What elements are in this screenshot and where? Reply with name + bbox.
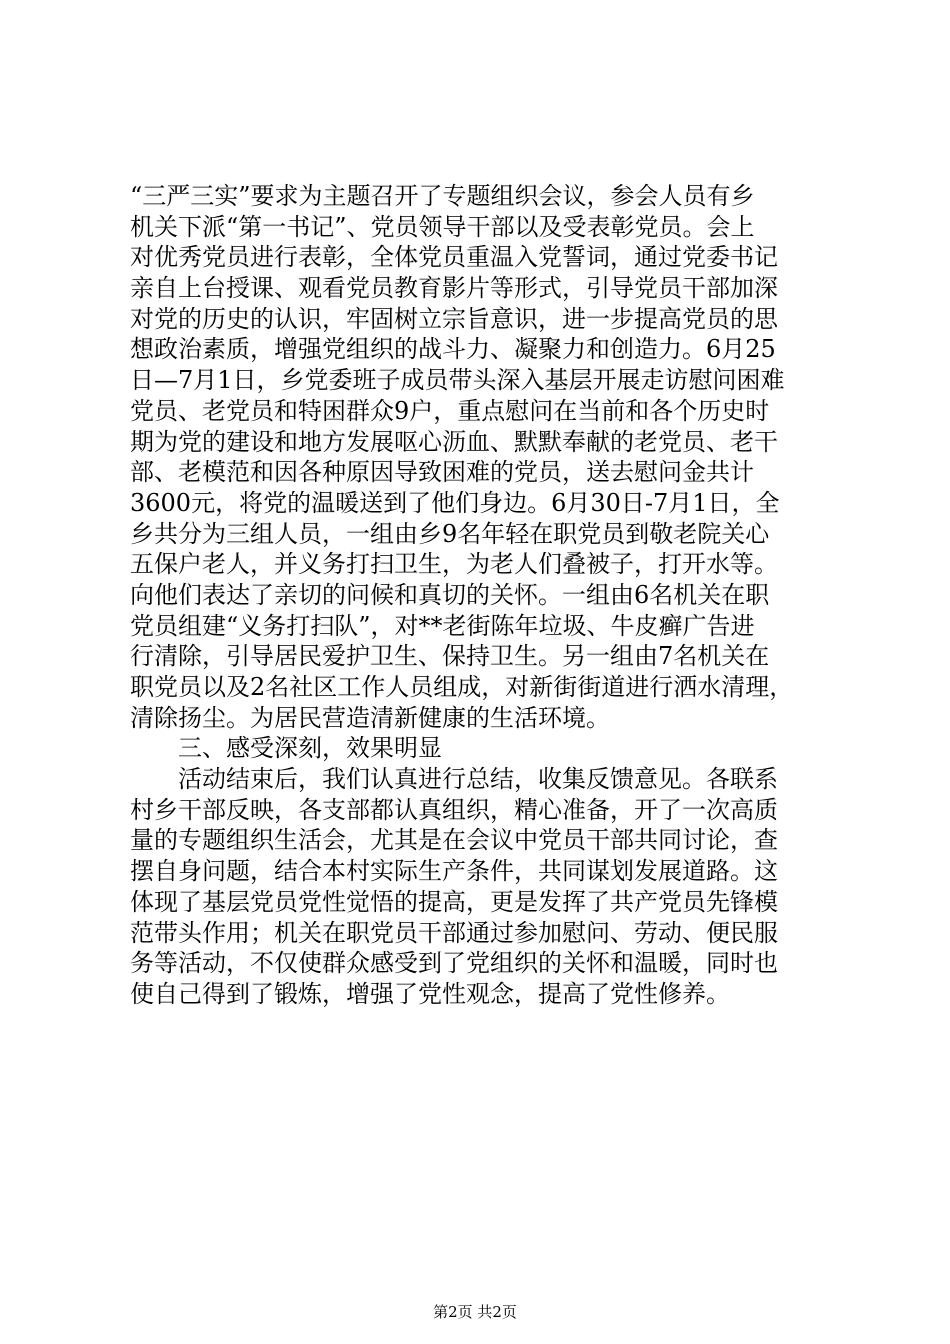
text-line: 范带头作用；机关在职党员干部通过参加慰问、劳动、便民服	[130, 918, 778, 947]
text-line: 清除扬尘。为居民营造清新健康的生活环境。	[130, 703, 610, 732]
text-line: 村乡干部反映，各支部都认真组织，精心准备，开了一次高质	[130, 795, 778, 824]
text-line: 乡共分为三组人员，一组由乡9名年轻在职党员到敬老院关心	[130, 519, 770, 548]
text-line: 亲自上台授课、观看党员教育影片等形式，引导党员干部加深	[130, 274, 778, 303]
text-line: 向他们表达了亲切的问候和真切的关怀。一组由6名机关在职	[130, 580, 770, 609]
text-line: 体现了基层党员党性觉悟的提高，更是发挥了共产党员先锋模	[130, 887, 778, 916]
text-line: 对党的历史的认识，牢固树立宗旨意识，进一步提高党员的思	[130, 304, 778, 333]
text-line: 党员组建“义务打扫队”，对**老街陈年垃圾、牛皮癣广告进	[130, 611, 755, 640]
text-line: 期为党的建设和地方发展呕心沥血、默默奉献的老党员、老干	[130, 427, 778, 456]
text-line: 3600元，将党的温暖送到了他们身边。6月30日-7月1日，全	[130, 488, 780, 517]
text-line: 机关下派“第一书记”、党员领导干部以及受表彰党员。会上	[130, 212, 755, 241]
text-line: 务等活动，不仅使群众感受到了党组织的关怀和温暖，同时也	[130, 949, 778, 978]
text-line: 活动结束后，我们认真进行总结，收集反馈意见。各联系	[178, 765, 778, 794]
text-line: 摆自身问题，结合本村实际生产条件，共同谋划发展道路。这	[130, 857, 778, 886]
text-line: 五保户老人，并义务打扫卫生，为老人们叠被子，打开水等。	[130, 550, 778, 579]
text-line: “三严三实”要求为主题召开了专题组织会议，参会人员有乡	[130, 182, 755, 210]
text-line: 部、老模范和因各种原因导致困难的党员，送去慰问金共计	[130, 458, 754, 487]
text-line: 想政治素质，增强党组织的战斗力、凝聚力和创造力。6月25	[130, 335, 776, 364]
page-footer: 第2页 共2页	[433, 1303, 517, 1321]
body-text	[130, 181, 830, 1010]
text-line: 对优秀党员进行表彰，全体党员重温入党誓词，通过党委书记	[130, 243, 778, 272]
text-line: 行清除，引导居民爱护卫生、保持卫生。另一组由7名机关在	[130, 642, 770, 671]
text-line: 使自己得到了锻炼，增强了党性观念，提高了党性修养。	[130, 979, 730, 1008]
text-line: 日—7月1日，乡党委班子成员带头深入基层开展走访慰问困难	[130, 366, 785, 395]
section-heading: 三、感受深刻，效果明显	[178, 734, 442, 763]
text-line: 量的专题组织生活会，尤其是在会议中党员干部共同讨论，查	[130, 826, 778, 855]
text-line: 职党员以及2名社区工作人员组成，对新街街道进行洒水清理，	[130, 673, 794, 701]
text-line: 党员、老党员和特困群众9户，重点慰问在当前和各个历史时	[130, 396, 770, 425]
